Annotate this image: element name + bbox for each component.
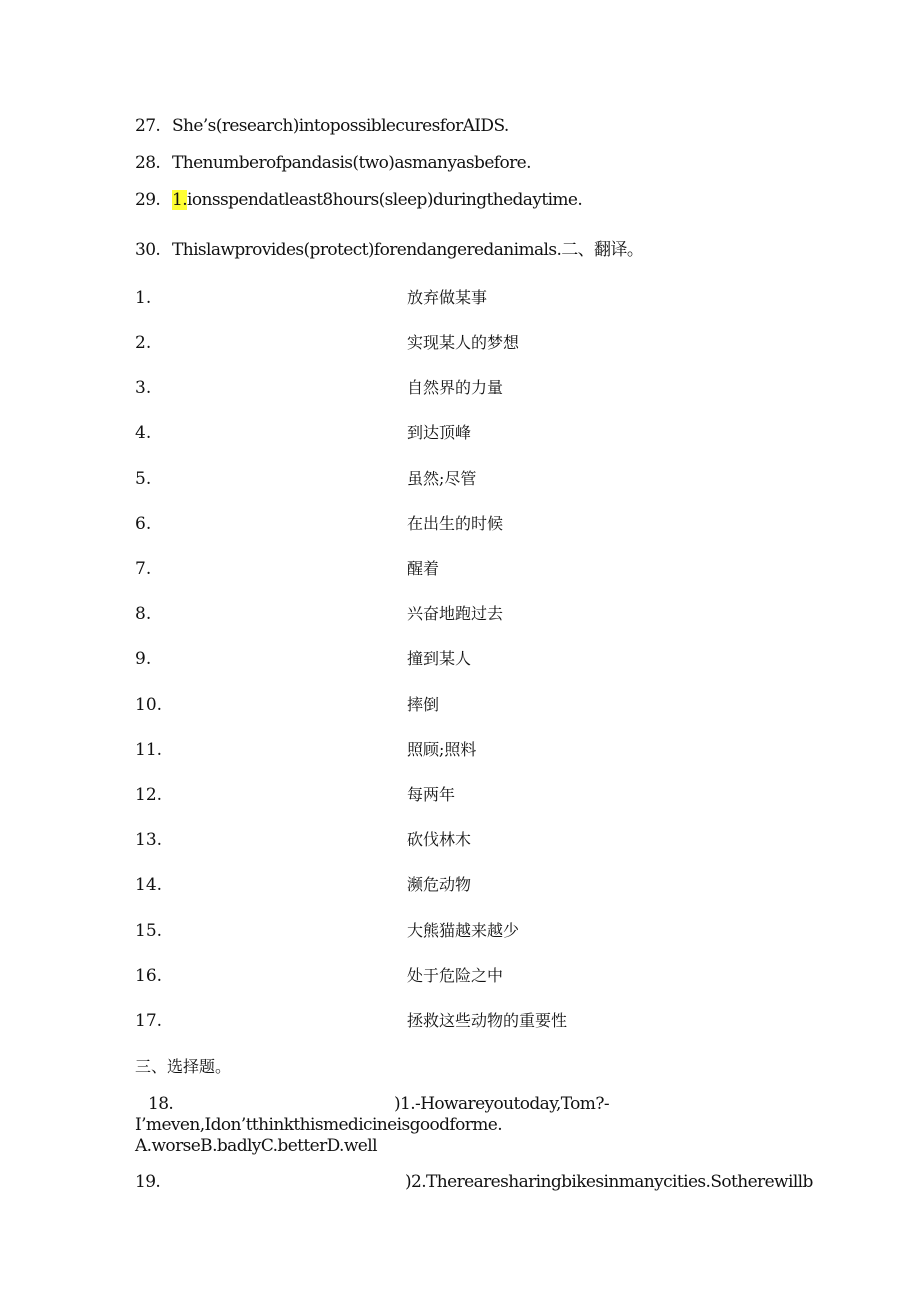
item-number: 19.: [135, 1172, 161, 1192]
item-text: Thislawprovides(protect)forendangeredanimals.二、翻译。: [172, 240, 644, 260]
chinese-phrase: 拯救这些动物的重要性: [407, 1011, 568, 1030]
item-number: 27.: [135, 116, 161, 136]
chinese-phrase: 摔倒: [407, 695, 440, 714]
item-number: 1.: [135, 288, 152, 308]
item-number: 28.: [135, 153, 161, 173]
item-number: 16.: [135, 966, 163, 986]
chinese-phrase: 照顾;照料: [407, 740, 477, 759]
question-text: )1.-Howareyoutoday,Tom?-: [394, 1094, 609, 1114]
chinese-phrase: 实现某人的梦想: [407, 333, 520, 352]
item-number: 17.: [135, 1011, 163, 1031]
highlighted-text: 1.: [172, 190, 188, 210]
chinese-phrase: 醒着: [407, 559, 440, 578]
question-text: )2.Therearesharingbikesinmanycities.Sotherewillb: [405, 1172, 813, 1192]
chinese-phrase: 兴奋地跑过去: [407, 604, 504, 623]
item-number: 30.: [135, 240, 161, 260]
chinese-phrase: 在出生的时候: [407, 514, 504, 533]
item-number: 8.: [135, 604, 152, 624]
item-number: 3.: [135, 378, 152, 398]
chinese-phrase: 大熊猫越来越少: [407, 921, 520, 940]
item-number: 6.: [135, 514, 152, 534]
chinese-phrase: 处于危险之中: [407, 966, 504, 985]
chinese-phrase: 虽然;尽管: [407, 469, 477, 488]
chinese-phrase: 放弃做某事: [407, 288, 488, 307]
item-text: Thenumberofpandasis(two)asmanyasbefore.: [172, 153, 531, 173]
chinese-phrase: 砍伐林木: [407, 830, 472, 849]
chinese-phrase: 到达顶峰: [407, 423, 472, 442]
item-number: 7.: [135, 559, 152, 579]
chinese-phrase: 自然界的力量: [407, 378, 504, 397]
chinese-phrase: 撞到某人: [407, 649, 472, 668]
item-number: 4.: [135, 423, 152, 443]
item-text: ionsspendatleast8hours(sleep)duringthedaytime.: [187, 190, 583, 210]
item-number: 13.: [135, 830, 163, 850]
chinese-phrase: 濒危动物: [407, 875, 472, 894]
item-number: 14.: [135, 875, 163, 895]
item-number: 10.: [135, 695, 163, 715]
item-number: 5.: [135, 469, 152, 489]
item-number: 9.: [135, 649, 152, 669]
item-number: 29.: [135, 190, 161, 210]
item-number: 18.: [148, 1094, 174, 1114]
item-number: 12.: [135, 785, 163, 805]
item-number: 15.: [135, 921, 163, 941]
section-heading: 三、选择题。: [135, 1057, 232, 1076]
chinese-phrase: 每两年: [407, 785, 456, 804]
item-number: 11.: [135, 740, 163, 760]
item-text-wrapper: [172, 189, 582, 211]
question-18-options: A.worseB.badlyC.betterD.well: [135, 1136, 377, 1156]
item-number: 2.: [135, 333, 152, 353]
question-18-line2: I’meven,Idon’tthinkthismedicineisgoodforme.: [135, 1115, 503, 1135]
item-text: She’s(research)intopossiblecuresforAIDS.: [172, 116, 509, 136]
